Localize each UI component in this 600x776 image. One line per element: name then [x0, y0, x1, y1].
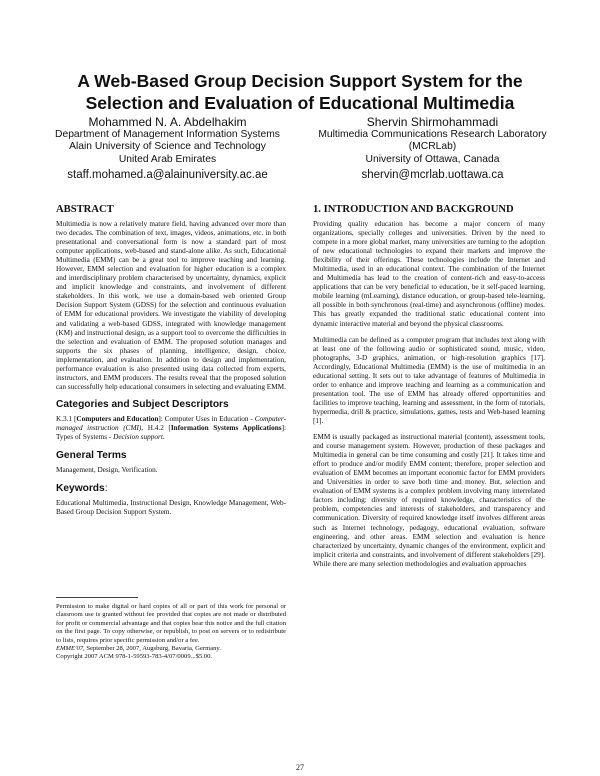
author-affiliation-line: Department of Management Information Systems	[55, 129, 280, 140]
permission-block	[56, 603, 286, 662]
section-body	[313, 220, 545, 569]
author-affiliation-line: University of Ottawa, Canada	[365, 153, 500, 165]
categories-heading: Categories and Subject Descriptors	[56, 398, 229, 410]
author-affiliation-line: Alain University of Science and Technology	[69, 141, 266, 153]
author-block-1	[40, 115, 295, 182]
permission-text: Permission to make digital or hard copies of all or part of this work for personal or classroom use is granted without fee provided that copies are not made or distributed for profit or commercial advantage and that copies bear this notice and the full citation on the first page. To copy otherwise, or republish, to post on servers or to redistribute to lists, requires prior specific permission and/or a fee.	[56, 603, 286, 644]
paragraph: Multimedia can be defined as a computer program that includes text along with at least one of the following audio or sophisticated sound, music, video, photographs, 3-D graphics, animation, or high-resolution graphics [17]. Accordingly, Educational Multimedia (EMM) is the use of multimedia in an educational setting. It sets out to take advantage of features of Multimedia in order to enhance and improve teaching and learning as a communication and presentation tool. The use of EMM has already offered opportunities and facilities to improve teaching, learning and assessment, in the form of tutorials, hypermedia, drill & practice, simulations, games, tests and Web-based learning [1].	[313, 335, 545, 425]
paragraph: Providing quality education has become a major concern of many organizations, specially colleges and universities. Driven by the need to compete in a more global market, many universities are turning to the adoption of new educational technologies to expand their markets and improve the flexibility of their offerings. These technologies include the Internet and Multimedia, used in an educational context. The combination of the Internet and Multimedia has lead to the creation of content-rich and easy-to-access applications that can be very beneficial to education, be it self-paced learning, mobile learning (mLearning), distance education, or group-based tele-learning, all possible in both synchronous (real-time) and asynchronous (offline) modes. This has greatly expanded the traditional static educational content into dynamic interactive material and beyond the physical classrooms.	[313, 220, 545, 328]
footnote-rule	[56, 597, 138, 598]
author-affiliation-line: United Arab Emirates	[118, 153, 217, 165]
general-terms-heading: General Terms	[56, 450, 127, 462]
author-affiliation-line: (MCRLab)	[408, 141, 457, 153]
keywords-text: Educational Multimedia, Instructional Design, Knowledge Management, Web-Based Group Decision Support System.	[56, 499, 286, 517]
author-affiliation-line: Multimedia Communications Research Laboratory	[318, 129, 547, 140]
copyright-line: Copyright 2007 ACM 978-1-59593-783-4/07/0009...$5.00.	[56, 653, 213, 661]
author-block-2	[305, 115, 560, 182]
left-column	[56, 203, 286, 517]
author-name: Mohammed N. A. Abdelhakim	[88, 115, 247, 129]
general-terms-text: Management, Design, Verification.	[56, 466, 158, 475]
keywords-heading: Keywords:	[56, 483, 108, 495]
author-name: Shervin Shirmohammadi	[366, 115, 499, 129]
page-number: 27	[296, 763, 304, 772]
paragraph: EMM is usually packaged as instructional material (content), assessment tools, and course management system. However, production of these packages and Multimedia in general can be time consuming and costly [21]. It takes time and effort to produce and/or modify EMM content; therefore, proper selection and evaluation of EMM becomes an important economic factor for EMM providers and Universities in order to save both time and money. But, selection and evaluation of EMM systems is a complex problem involving many interrelated factors including: diversity of required knowledge, characteristics of the problem, competencies and interests of stakeholders, and transparency and communication. Diversity of required knowledge itself involves different areas such as Internet technology, pedagogy, educational evaluation, software engineering, and other areas. EMM selection and evaluation is hence characterized by uncertainty, dynamic changes of the environment, explicit and implicit criteria and constraints, and involvement of different stakeholders [29]. While there are many selection methodologies and evaluation approaches	[313, 433, 545, 568]
author-email[interactable]: staff.mohamed.a@alainuniversity.ac.ae	[67, 168, 268, 181]
categories-text: K.3.1 [Computers and Education]: Computer Uses in Education - Computer-managed instruction (CMI), H.4.2 [Information Systems Applications]: Types of Systems - Decision support.	[56, 414, 286, 441]
abstract-heading: ABSTRACT	[56, 204, 114, 215]
right-column	[313, 203, 545, 569]
venue-line: EMME'07, September 28, 2007, Augsburg, Bavaria, Germany.	[56, 645, 221, 653]
paper-title: A Web-Based Group Decision Support System for the Selection and Evaluation of Educational Multimedia	[77, 71, 523, 113]
section-heading: 1. INTRODUCTION AND BACKGROUND	[313, 204, 514, 215]
author-email[interactable]: shervin@mcrlab.uottawa.ca	[361, 168, 504, 181]
abstract-text: Multimedia is now a relatively mature field, having advanced over more than two decades. The combination of text, images, videos, animations, etc. in both presentational and conversational form is now a standard part of most computer applications, web-based and stand-alone alike. As such, Educational Multimedia (EMM) can be a great tool to improve teaching and learning. However, EMM selection and evaluation for higher education is a complex and interdisciplinary problem characterised by uncertainty, dynamics, explicit and implicit knowledge and constraints, and involvement of different stakeholders. In this work, we use a domain-based web oriented Group Decision Support System (GDSS) for the selection and continuous evaluation of EMM for educational providers. We investigate the viability of developing and validating a web-based GDSS, integrated with knowledge management (KM) and instructional design, as a support tool to overcome the difficulties in the selection and evaluation of EMM. The proposed solution manages and supports the six phases of planning, intelligence, design, choice, implementation, and evaluation. In addition to design and implementation, performance evaluation is also presented using data collected from experts, instructors, and EMM producers. The results reveal that the proposed solution can successfully help educational consumers in selecting and evaluating EMM.	[56, 220, 286, 391]
